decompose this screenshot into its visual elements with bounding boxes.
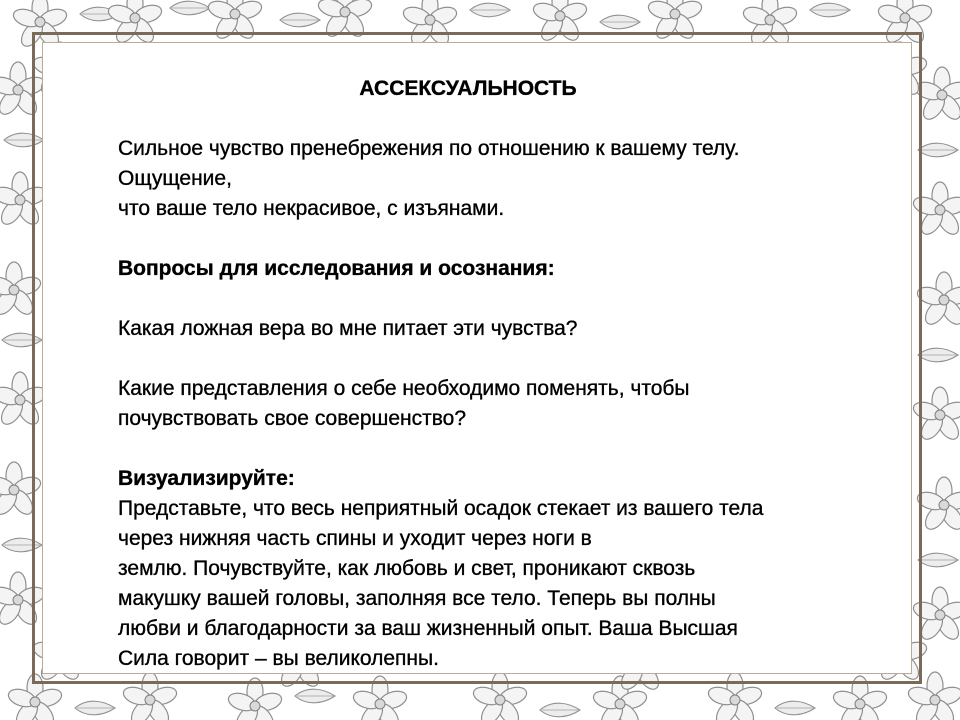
visualize-heading: Визуализируйте: <box>118 467 295 490</box>
visualize-line: макушку вашей головы, заполняя все тело. Теперь вы полны <box>118 587 716 610</box>
slide-title: АССЕКСУАЛЬНОСТЬ <box>359 77 577 100</box>
intro-line: что ваше тело некрасивое, с изъянами. <box>118 197 505 220</box>
question-2-line: почувствовать свое совершенство? <box>118 407 467 430</box>
visualize-line: Представьте, что весь неприятный осадок стекает из вашего тела <box>118 497 764 520</box>
slide-text-block <box>118 74 878 674</box>
questions-heading: Вопросы для исследования и осознания: <box>118 257 555 280</box>
visualize-line: землю. Почувствуйте, как любовь и свет, проникают сквозь <box>118 557 696 580</box>
question-1: Какая ложная вера во мне питает эти чувства? <box>118 317 578 340</box>
intro-line: Сильное чувство пренебрежения по отношению к вашему телу. <box>118 137 740 160</box>
question-2-line: Какие представления о себе необходимо поменять, чтобы <box>118 377 690 400</box>
visualize-line: любви и благодарности за ваш жизненный опыт. Ваша Высшая <box>118 617 738 640</box>
visualize-line: Сила говорит – вы великолепны. <box>118 647 439 670</box>
intro-line: Ощущение, <box>118 167 232 190</box>
visualize-line: через нижняя часть спины и уходит через ноги в <box>118 527 592 550</box>
